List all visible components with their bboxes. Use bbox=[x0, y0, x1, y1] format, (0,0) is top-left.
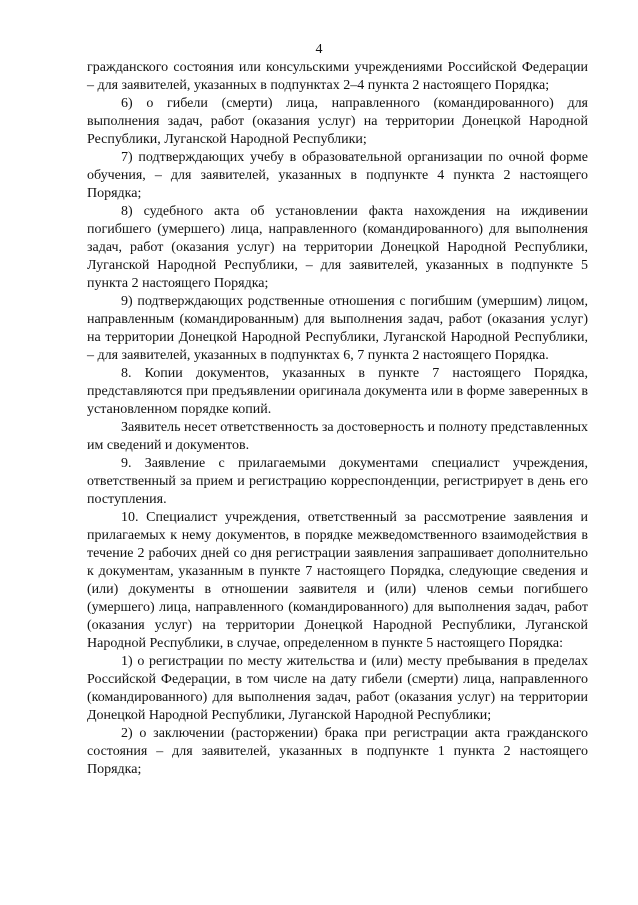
paragraph-clause-8: 8. Копии документов, указанных в пункте 7 настоящего Порядка, представляются при предъявлении оригинала документа или в форме заверенных в установленном порядке копий. bbox=[87, 366, 588, 417]
document-body bbox=[87, 59, 588, 779]
paragraph-item-7: 7) подтверждающих учебу в образовательной организации по очной форме обучения, – для заявителей, указанных в подпункте 4 пункта 2 настоящего Порядка; bbox=[87, 150, 588, 201]
paragraph-item-9: 9) подтверждающих родственные отношения с погибшим (умершим) лицом, направленным (командированным) для выполнения задач, работ (оказания услуг) на территории Донецкой Народной Республики, Луганской Народной Республики, – для заявителей, указанных в подпунктах 6, 7 пункта 2 настоящего Порядка. bbox=[87, 294, 588, 363]
paragraph-clause-9: 9. Заявление с прилагаемыми документами специалист учреждения, ответственный за прием и регистрацию корреспонденции, регистрирует в день его поступления. bbox=[87, 456, 588, 507]
paragraph-item-8: 8) судебного акта об установлении факта нахождения на иждивении погибшего (умершего) лица, направленного (командированного) для выполнения задач, работ (оказания услуг) на территории Донецкой Народной Республики, Луганской Народной Республики, – для заявителей, указанных в подпункте 5 пункта 2 настоящего Порядка; bbox=[87, 204, 588, 291]
paragraph-subitem-2: 2) о заключении (расторжении) брака при регистрации акта гражданского состояния – для заявителей, указанных в подпункте 1 пункта 2 настоящего Порядка; bbox=[87, 726, 588, 777]
paragraph-item-6: 6) о гибели (смерти) лица, направленного (командированного) для выполнения задач, работ (оказания услуг) на территории Донецкой Народной Республики, Луганской Народной Республики; bbox=[87, 96, 588, 147]
paragraph-clause-10: 10. Специалист учреждения, ответственный за рассмотрение заявления и прилагаемых к нему документов, в порядке межведомственного взаимодействия в течение 2 рабочих дней со дня регистрации заявления запрашивает дополнительно к документам, указанным в пункте 7 настоящего Порядка, следующие сведения и (или) документы в отношении заявителя и (или) членов семьи погибшего (умершего) лица, направленного (командированного) для выполнения задач, работ (оказания услуг) на территории Донецкой Народной Республики, Луганской Народной Республики, в случае, определенном в пункте 5 настоящего Порядка: bbox=[87, 510, 588, 651]
paragraph-responsibility: Заявитель несет ответственность за достоверность и полноту представленных им сведений и документов. bbox=[87, 420, 588, 453]
paragraph-continuation: гражданского состояния или консульскими учреждениями Российской Федерации – для заявителей, указанных в подпунктах 2–4 пункта 2 настоящего Порядка; bbox=[87, 60, 588, 93]
paragraph-subitem-1: 1) о регистрации по месту жительства и (или) месту пребывания в пределах Российской Федерации, в том числе на дату гибели (смерти) лица, направленного (командированного) для выполнения задач, работ (оказания услуг) на территории Донецкой Народной Республики, Луганской Народной Республики; bbox=[87, 654, 588, 723]
page-number: 4 bbox=[315, 42, 323, 57]
